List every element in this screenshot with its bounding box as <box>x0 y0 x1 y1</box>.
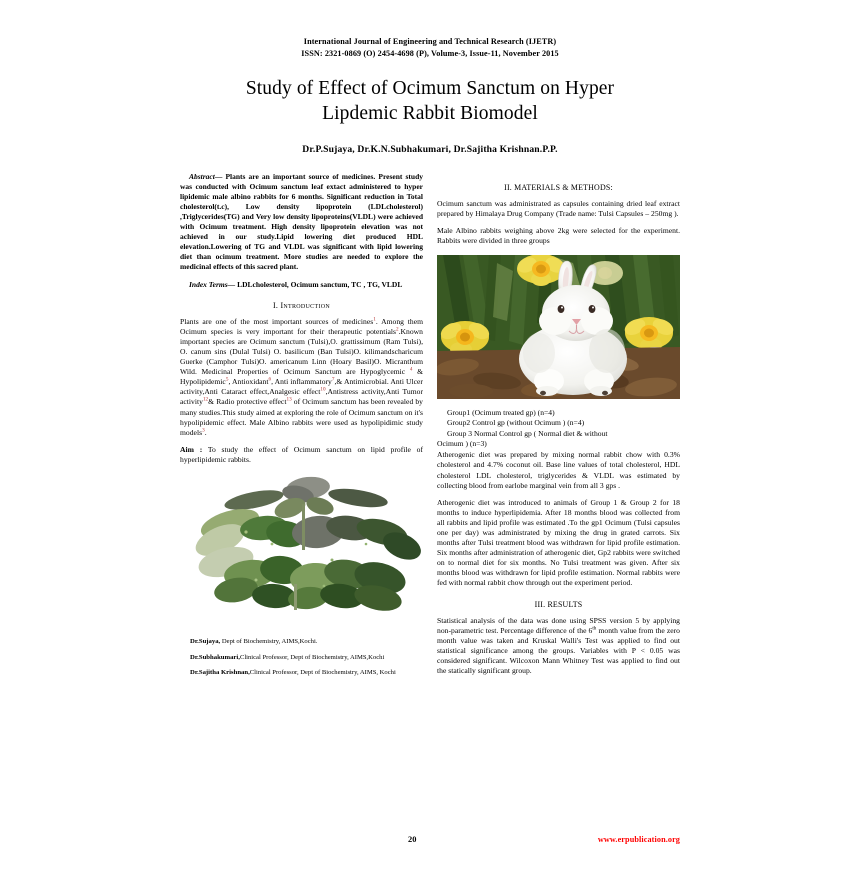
figure-tulsi-plant <box>180 474 423 624</box>
aim-label: Aim : <box>180 444 203 454</box>
index-terms-paragraph <box>180 280 423 290</box>
intro-text-a: Plants are one of the most important sources of medicines <box>180 316 374 326</box>
citation-4: 4 <box>409 366 413 373</box>
citation-12: 12 <box>202 396 209 403</box>
abstract-text: Plants are an important source of medicines. Present study was conducted with Ocimum sanctum leaf extact administered to hyper lipidemic male albino rabbits for 6 months. Significant reduction in Total cholesterol(t.c), Low density lipoprotein (LDLcholesterol) ,Triglycerides(TG) and Very low density lipoproteins(VLDL) were achieved with Ocimum treatment. High density lipoprotein elevation was not achieved in our study.Lipid lowering diet produced HDL elevation.Lowering of TG and VLDL was significant with lipid lowering diet than ocimum treatment. More studies are needed to explore the medicinal effects of this sacred plant. <box>180 171 423 271</box>
index-terms-text: LDLcholesterol, Ocimum sanctum, TC , TG, VLDL <box>235 279 403 289</box>
author-list: Dr.P.Sujaya, Dr.K.N.Subhakumari, Dr.Sajitha Krishnan.P.P. <box>302 143 558 155</box>
body-columns <box>180 172 680 685</box>
intro-text-f: , Anti inflammatory <box>271 377 332 387</box>
citation-1: 1 <box>373 316 376 323</box>
aim-text: To study the effect of Ocimum sanctum on lipid profile of hyperlipidemic rabbits. <box>180 444 423 464</box>
group-item-3-continuation: Ocimum ) (n=3) <box>437 439 487 448</box>
page-content <box>180 36 680 685</box>
page-number: 20 <box>408 835 417 844</box>
page-footer <box>180 835 680 844</box>
citation-10: 10 <box>320 386 326 393</box>
citation-13: 13 <box>286 396 292 403</box>
journal-header <box>180 36 680 60</box>
intro-text-i: & Radio protective effect <box>208 397 287 407</box>
page-title <box>180 77 680 127</box>
intro-text-b: . Among them Ocimum species is very important for their therapeutic potentials <box>180 316 424 336</box>
journal-issn-line: ISSN: 2321-0869 (O) 2454-4698 (P), Volume-3, Issue-11, November 2015 <box>301 48 559 58</box>
left-column <box>180 172 423 685</box>
group-item-2: Group2 Control gp (without Ocimum ) (n=4) <box>447 418 585 428</box>
affiliation-item <box>190 638 423 647</box>
intro-text-h: ,Antistress activity,Anti Tumor activity <box>180 387 423 407</box>
author-affiliations <box>180 638 423 678</box>
materials-paragraph-3: Atherogenic diet was prepared by mixing normal rabbit chow with 0.3% cholesterol and 4.7% coconut oil. Base line values of total cholesterol, HDL cholesterol LDL cholesterol, triglycerides & VLDL was estimated by collecting blood from earlobe marginal vein from all 3 gps . <box>437 450 680 490</box>
intro-text-g: ,& Antimicrobial. Anti Ulcer activity,Anti Cataract effect,Analgesic effect <box>180 377 423 397</box>
citation-2: 2 <box>395 326 399 333</box>
intro-text-d: & Hypolipidemic <box>180 367 423 387</box>
affiliation-detail: Clinical Professor, Dept of Biochemistry, AIMS, Kochi <box>249 669 396 677</box>
affiliation-detail: Clinical Professor, Dept of Biochemistry, AIMS,Kochi <box>239 653 385 661</box>
experiment-group-list <box>437 408 680 449</box>
citation-7: 7 <box>331 376 335 383</box>
citation-5: 5 <box>225 376 229 383</box>
section-heading-materials: II. MATERIALS & METHODS: <box>504 182 613 192</box>
rabbit-image <box>437 255 680 399</box>
section-heading-introduction: I. Introduction <box>272 300 331 310</box>
affiliation-detail: Dept of Biochemistry, AIMS,Kochi. <box>220 638 318 645</box>
affiliation-item <box>190 669 423 678</box>
results-text-a: Statistical analysis of the data was done using SPSS version 5 by applying non-parametric test. Percentage difference of the 6 <box>437 615 680 635</box>
abstract-label: Abstract— <box>189 171 223 181</box>
group-item-3: Group 3 Normal Control gp ( Normal diet & without <box>447 428 608 438</box>
intro-text-e: , Antioxidant <box>228 377 269 387</box>
figure-rabbit <box>437 255 680 399</box>
abstract-paragraph <box>180 172 423 272</box>
materials-paragraph-1: Ocimum sanctum was administrated as capsules containing dried leaf extract prepared by Himalaya Drug Company (Trade name: Tulsi Capsules – 250mg ). <box>437 198 680 218</box>
title-line-1: Study of Effect of Ocimum Sanctum on Hyper <box>245 77 615 99</box>
results-text-b: month value from the zero month value was taken and Kruskal Walli's Test was applied to find out statistical significance among the groups. Variables with P < 0.05 was considered significant. Wilcoxon Mann Whitney Test was applied to find out the statically significant group. <box>437 625 680 675</box>
publisher-url[interactable]: www.erpublication.org <box>597 835 680 844</box>
aim-paragraph <box>180 445 423 465</box>
affiliation-name: Dr.Sajitha Krishnan, <box>190 669 250 677</box>
affiliation-name: Dr.Subhakumari, <box>190 653 240 661</box>
journal-name: International Journal of Engineering and Technical Research (IJETR) <box>303 37 557 46</box>
index-terms-label: Index Terms— <box>189 279 236 289</box>
intro-text-j: of Ocimum sanctum has been revealed by many studies.This study aimed at exploring the role of Ocimum sanctum on it's hypolipidemic effect. Male Albino rabbits were used as hypolipidimic study models <box>180 397 424 437</box>
group-item-1: Group1 (Ocimum treated gp) (n=4) <box>447 408 555 418</box>
right-column <box>437 172 680 685</box>
tulsi-plant-image <box>190 474 422 624</box>
section-heading-results: III. RESULTS <box>534 599 583 609</box>
citation-3: 3 <box>202 427 205 434</box>
citation-6: 6 <box>268 376 272 383</box>
results-paragraph-1 <box>437 616 680 677</box>
materials-paragraph-2: Male Albino rabbits weighing above 2kg were selected for the experiment. Rabbits were divided in three groups <box>437 225 680 245</box>
title-line-2: Lipdemic Rabbit Biomodel <box>322 102 538 124</box>
intro-text-c: .Known important species are Ocimum sanctum (Tulsi),O. grattissimum (Ram Tulsi), O. canum sins (Dulal Tulsi) O. basilicum (Ban Tulsi)O. kilimandscharicum Guerke (Camphor Tulsi)O. americanum Linn (Hoary Basil)O. Micranthum Wild. Medicinal Properties of Ocimum Sanctum are Hypoglycemic <box>180 326 423 377</box>
intro-text-k: . <box>204 427 207 437</box>
materials-paragraph-4: Atherogenic diet was introduced to animals of Group 1 & Group 2 for 18 months to induce hyperlipidemia. After 18 months blood was collected from all rabbits and lipid profile was estimated .To the gp1 Ocimum (Tulsi capsules one per day) was administrated by mixing the drug in grated carrots. Six months after Tulsi treatment blood was withdrawn for lipid profile estimation. Six months after administration of atherogenic diet, Gp2 rabbits were switched on to normal diet for six months. No Tulsi treatment was given. After six months blood was withdrawn for lipid profile estimation. Normal rabbits were fed with normal rabbit chow through out the experiment period. <box>437 497 680 588</box>
affiliation-item <box>190 654 423 663</box>
affiliation-name: Dr.Sujaya, <box>190 638 221 645</box>
introduction-paragraph <box>180 317 423 438</box>
ordinal-superscript-th: th <box>592 625 597 632</box>
